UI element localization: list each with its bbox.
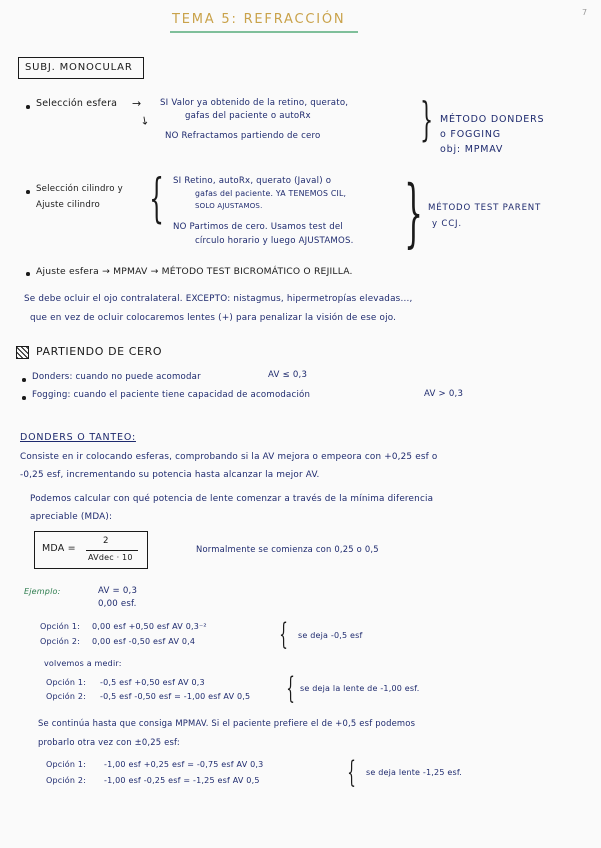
round1-opt2-label: Opción 2:	[40, 637, 81, 646]
round1-opt1-label: Opción 1:	[40, 622, 81, 631]
brace-icon: }	[404, 170, 423, 256]
donders-when: Donders: cuando no puede acomodar	[32, 372, 201, 382]
adjust-sphere-line: Ajuste esfera → MPMAV → MÉTODO TEST BICROMÁTICO O REJILLA.	[36, 266, 353, 277]
cylinder-method-2: y CCJ.	[432, 219, 462, 229]
sphere-method-2: o FOGGING	[440, 129, 501, 140]
cylinder-method-1: MÉTODO TEST PARENT	[428, 203, 542, 213]
round2-opt2-calc: -0,5 esf -0,50 esf = -1,00 esf AV 0,5	[100, 692, 251, 701]
bullet	[22, 378, 26, 382]
round3-opt2-calc: -1,00 esf -0,25 esf = -1,25 esf AV 0,5	[104, 776, 260, 785]
round2-opt1-label: Opción 1:	[46, 678, 87, 687]
brace-icon: {	[149, 169, 164, 229]
brace-icon: {	[279, 617, 288, 652]
cylinder-label-1: Selección cilindro y	[36, 184, 123, 194]
round1-opt1-calc: 0,00 esf +0,50 esf AV 0,3⁻²	[92, 622, 207, 631]
round2-result: se deja la lente de -1,00 esf.	[300, 684, 420, 693]
round2-opt2-label: Opción 2:	[46, 692, 87, 701]
donders-header: DONDERS O TANTEO:	[20, 432, 136, 443]
round3-opt1-label: Opción 1:	[46, 760, 87, 769]
donders-desc-2: -0,25 esf, incrementando su potencia hasta alcanzar la mejor AV.	[20, 470, 320, 480]
example-esf: 0,00 esf.	[98, 599, 137, 609]
occlude-note-2: que en vez de ocluir colocaremos lentes (+) para penalizar la visión de ese ojo.	[30, 313, 397, 323]
donders-av: AV ≤ 0,3	[268, 370, 308, 380]
sphere-yes-line2: gafas del paciente o autoRx	[185, 111, 311, 121]
cylinder-no-2: círculo horario y luego AJUSTAMOS.	[195, 236, 354, 246]
cylinder-no-1: NO Partimos de cero. Usamos test del	[173, 222, 343, 232]
round3-opt1-calc: -1,00 esf +0,25 esf = -0,75 esf AV 0,3	[104, 760, 264, 769]
mda-note: Normalmente se comienza con 0,25 o 0,5	[196, 544, 379, 554]
fogging-av: AV > 0,3	[424, 389, 464, 399]
sphere-no-line: NO Refractamos partiendo de cero	[165, 131, 321, 141]
brace-icon: {	[286, 671, 295, 706]
mda-denominator: AVdec · 10	[88, 553, 133, 562]
sphere-method-3: obj: MPMAV	[440, 144, 504, 155]
title-underline	[170, 31, 358, 33]
round2-opt1-calc: -0,5 esf +0,50 esf AV 0,3	[100, 678, 205, 687]
round1-opt2-calc: 0,00 esf -0,50 esf AV 0,4	[92, 637, 196, 646]
page-title: TEMA 5: REFRACCIÓN	[172, 12, 346, 27]
sphere-method-1: MÉTODO DONDERS	[440, 114, 545, 125]
brace-icon: {	[347, 755, 356, 790]
mda-lhs: MDA =	[42, 543, 76, 554]
mda-intro-1: Podemos calcular con qué potencia de lente comenzar a través de la mínima diferencia	[30, 494, 434, 504]
remeasure-line: volvemos a medir:	[44, 659, 122, 668]
round3-result: se deja lente -1,25 esf.	[366, 768, 463, 777]
example-av: AV = 0,3	[98, 586, 138, 596]
occlude-note-1: Se debe ocluir el ojo contralateral. EXCEPTO: nistagmus, hipermetropías elevadas...,	[24, 294, 413, 304]
cylinder-yes-2: gafas del paciente. YA TENEMOS CIL,	[195, 189, 347, 198]
cylinder-label-2: Ajuste cilindro	[36, 200, 100, 210]
cylinder-yes-3: SOLO AJUSTAMOS.	[195, 202, 263, 210]
bullet	[26, 105, 30, 109]
donders-desc-1: Consiste en ir colocando esferas, comprobando si la AV mejora o empeora con +0,25 esf o	[20, 452, 438, 462]
round1-result: se deja -0,5 esf	[298, 631, 363, 640]
sphere-label: Selección esfera	[36, 98, 118, 109]
brace-icon: }	[420, 92, 434, 146]
mda-intro-2: apreciable (MDA):	[30, 512, 113, 522]
bullet	[26, 272, 30, 276]
example-label: Ejemplo:	[24, 587, 61, 596]
continue-line-1: Se continúa hasta que consiga MPMAV. Si el paciente prefiere el de +0,5 esf podemos	[38, 718, 416, 728]
fraction-bar	[86, 550, 138, 551]
section-header-from-zero: PARTIENDO DE CERO	[36, 345, 163, 358]
arrow-icon: →	[132, 97, 142, 110]
section-header-subjective: SUBJ. MONOCULAR	[25, 62, 133, 73]
page-number: 7	[582, 8, 588, 17]
round3-opt2-label: Opción 2:	[46, 776, 87, 785]
continue-line-2: probarlo otra vez con ±0,25 esf:	[38, 737, 180, 747]
hatched-square-icon	[16, 346, 29, 359]
sphere-yes-line1: SI Valor ya obtenido de la retino, querato,	[160, 98, 349, 108]
fogging-when: Fogging: cuando el paciente tiene capacidad de acomodación	[32, 390, 311, 400]
mda-numerator: 2	[103, 536, 109, 546]
cylinder-yes-1: SI Retino, autoRx, querato (Javal) o	[173, 176, 332, 186]
bullet	[22, 396, 26, 400]
bullet	[26, 190, 30, 194]
curved-arrow-icon: ↘	[137, 112, 153, 129]
